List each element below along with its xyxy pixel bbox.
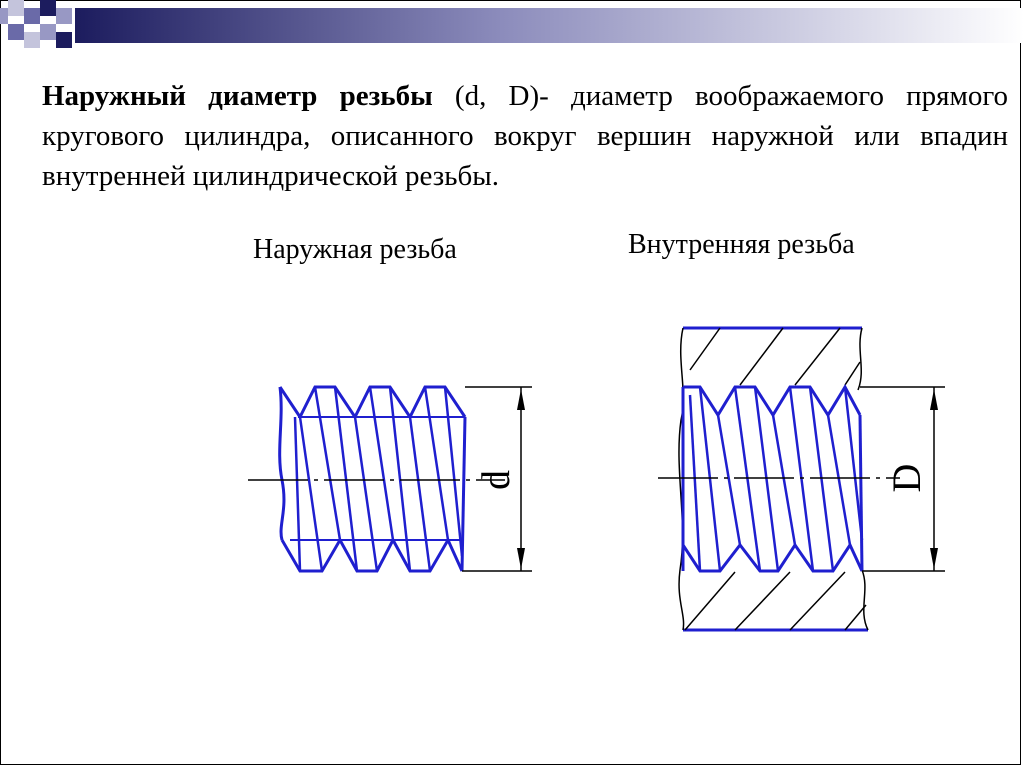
- inner-thread-top-profile: [683, 387, 860, 415]
- inner-thread-caption: Внутренняя резьба: [628, 229, 855, 260]
- outer-dimension-label: d: [473, 470, 518, 490]
- inner-thread-figure: [658, 328, 945, 630]
- inner-thread-bottom-profile: [683, 545, 862, 571]
- definition-body: диаметр воображаемого прямого кругового цилиндра, описанного вокруг вершин наружной или впадин внутренней цилиндрической резьбы.: [42, 80, 1008, 192]
- inner-dimension-label: D: [884, 463, 929, 493]
- definition-symbol: (d, D)-: [454, 80, 549, 112]
- outer-thread-figure: [248, 387, 532, 571]
- outer-thread-caption: Наружная резьба: [253, 234, 457, 265]
- definition-term: Наружный диаметр резьбы: [42, 80, 433, 112]
- outer-thread-left-break: [280, 387, 284, 540]
